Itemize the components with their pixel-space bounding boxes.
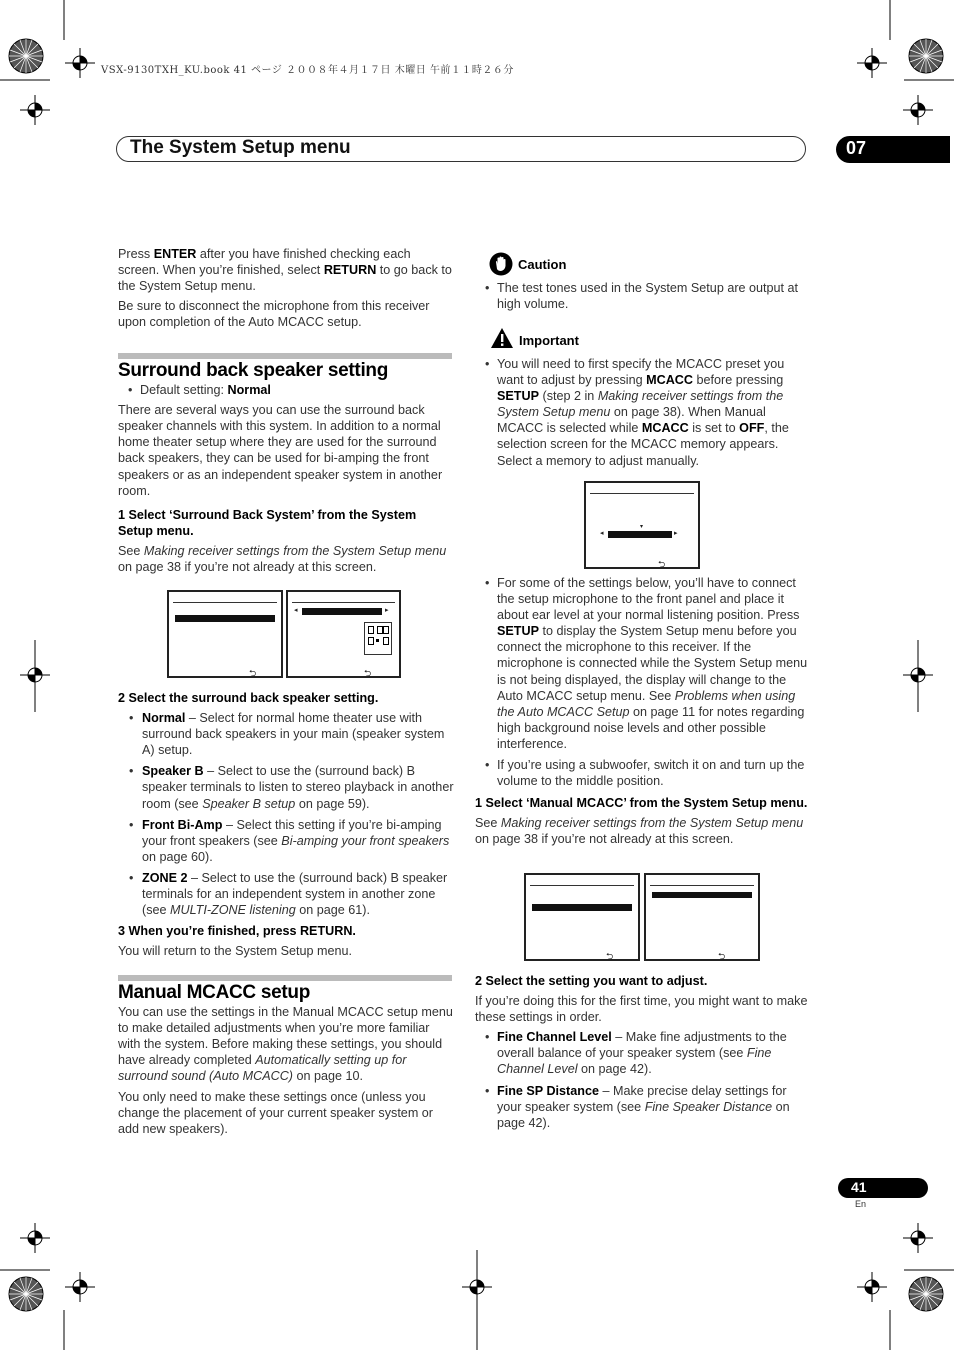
- step-2-body: If you’re doing this for the first time, you might want to make these settings in order.: [475, 994, 808, 1025]
- list-item: • Normal – Select for normal home theater use with surround back speakers in your main (speaker system A) setup.: [118, 710, 454, 758]
- manual-mcacc-section: [118, 982, 454, 1141]
- warning-triangle-icon: [490, 327, 514, 349]
- registration-mark-icon: [909, 1277, 943, 1311]
- intro-paragraph: Press ENTER after you have finished checking each screen. When you’re finished, select RETURN to go back to the System Setup menu.: [118, 247, 452, 294]
- list-item: • ZONE 2 – Select to use the (surround back) B speaker terminals for an independent system in another zone (see MULTI-ZONE listening on page 61).: [118, 870, 454, 918]
- section-rule: [118, 353, 452, 359]
- osd-screen-system-setup: [524, 873, 640, 961]
- caution-label: Caution: [518, 257, 567, 272]
- list-item: • Fine Channel Level – Make fine adjustments to the overall balance of your speaker system (see Fine Channel Level on page 42).: [475, 1029, 811, 1077]
- registration-mark-icon: [9, 1277, 43, 1311]
- return-arrow-icon: ⮌: [658, 559, 666, 569]
- section-heading: Manual MCACC setup: [118, 982, 310, 1003]
- option-list: [475, 1029, 811, 1131]
- page-number: 41: [851, 1179, 867, 1195]
- important-list: [475, 356, 811, 474]
- adjust-settings: [475, 973, 811, 1136]
- list-item: • Fine SP Distance – Make precise delay settings for your speaker system (see Fine Speaker Distance on page 42).: [475, 1083, 811, 1131]
- hand-caution-icon: [489, 252, 513, 276]
- step-2: 2 Select the setting you want to adjust.: [475, 974, 708, 988]
- speaker-diagram-icon: [364, 622, 392, 655]
- setup-notes: [475, 575, 811, 852]
- registration-mark-icon: [909, 39, 943, 73]
- return-arrow-icon: ⮌: [364, 668, 372, 678]
- list-item: • Front Bi-Amp – Select this setting if you’re bi-amping your front speakers (see Bi-amping your front speakers on page 60).: [118, 817, 454, 865]
- return-arrow-icon: ⮌: [718, 951, 726, 961]
- body-text: There are several ways you can use the surround back speaker channels with this system. In addition to a normal home theater setup where they are used for the surround back speakers, they can be used for bi-amping the front speakers or as an independent speaker system in another room.: [118, 403, 443, 498]
- step-1: 1 Select ‘Surround Back System’ from the System Setup menu.: [118, 507, 417, 538]
- registration-mark-icon: [9, 39, 43, 73]
- page-title: The System Setup menu: [130, 137, 351, 158]
- step-2: 2 Select the surround back speaker setting.: [118, 691, 379, 705]
- step-1-see: See Making receiver settings from the System Setup menu on page 38 if you’re not already at this screen.: [118, 543, 447, 575]
- osd-screen-mcacc-memory: ▾ ◂ ▸ ⮌: [584, 481, 700, 569]
- list-item: • Speaker B – Select to use the (surround back) B speaker terminals to listen to stereo playback in another room (see Speaker B setup on page 59).: [118, 763, 454, 811]
- osd-screen-system-setup: [167, 590, 283, 678]
- important-label: Important: [519, 333, 579, 348]
- left-column: [118, 246, 454, 334]
- return-arrow-icon: ⮌: [249, 668, 257, 678]
- print-header: VSX-9130TXH_KU.book 41 ページ ２００８年４月１７日 木曜日 午前１１時２６分: [101, 65, 514, 76]
- intro-paragraph-2: Be sure to disconnect the microphone from this receiver upon completion of the Auto MCACC setup.: [118, 299, 430, 330]
- section-rule: [118, 975, 452, 981]
- surround-back-section: [118, 360, 454, 579]
- osd-screen-surround-back: ◂ ▸ ⮌: [286, 590, 401, 678]
- body-text: You can use the settings in the Manual MCACC setup menu to make detailed adjustments when you’re more familiar with the system. Before making these settings, you should have already completed Automatically setting up for surround sound (Auto MCACC) on page 10.: [118, 1005, 453, 1084]
- return-arrow-icon: ⮌: [606, 951, 614, 961]
- step-1-see: See Making receiver settings from the System Setup menu on page 38 if you’re not already at this screen.: [475, 816, 804, 847]
- list-item: • You will need to first specify the MCACC preset you want to adjust by pressing MCACC before pressing SETUP (step 2 in Making receiver settings from the System Setup menu on page 38). When Manual MCACC is selected while MCACC is set to OFF, the selection screen for the MCACC memory appears. Select a memory to adjust manually.: [475, 356, 811, 469]
- default-setting: • Default setting: Normal: [118, 382, 454, 398]
- body-text: You only need to make these settings once (unless you change the placement of your current speaker system or add new speakers).: [118, 1089, 434, 1136]
- osd-screen-manual-mcacc: [644, 873, 760, 961]
- option-list: [118, 710, 454, 918]
- section-heading: Surround back speaker setting: [118, 360, 389, 381]
- list-item: • The test tones used in the System Setup are output at high volume.: [475, 280, 811, 312]
- chapter-number: 07: [846, 138, 867, 158]
- page-language: En: [855, 1199, 867, 1209]
- list-item: • If you’re using a subwoofer, switch it on and turn up the volume to the middle position.: [475, 757, 811, 789]
- step-3: 3 When you’re finished, press RETURN.: [118, 924, 356, 939]
- step-3-body: You will return to the System Setup menu.: [118, 944, 353, 959]
- list-item: • For some of the settings below, you’ll have to connect the setup microphone to the front panel and place it about ear level at your normal listening position. Press SETUP to display the System Setup menu before you connect the microphone to this receiver. If the microphone is connected while the System Setup menu is not being displayed, the display will change to the Auto MCACC setup menu. See Problems when using the Auto MCACC Setup on page 11 for notes regarding high background noise levels and other possible interference.: [475, 575, 811, 752]
- step-1: 1 Select ‘Manual MCACC’ from the System Setup menu.: [475, 796, 808, 811]
- surround-back-options: [118, 690, 454, 963]
- caution-list: [475, 280, 811, 317]
